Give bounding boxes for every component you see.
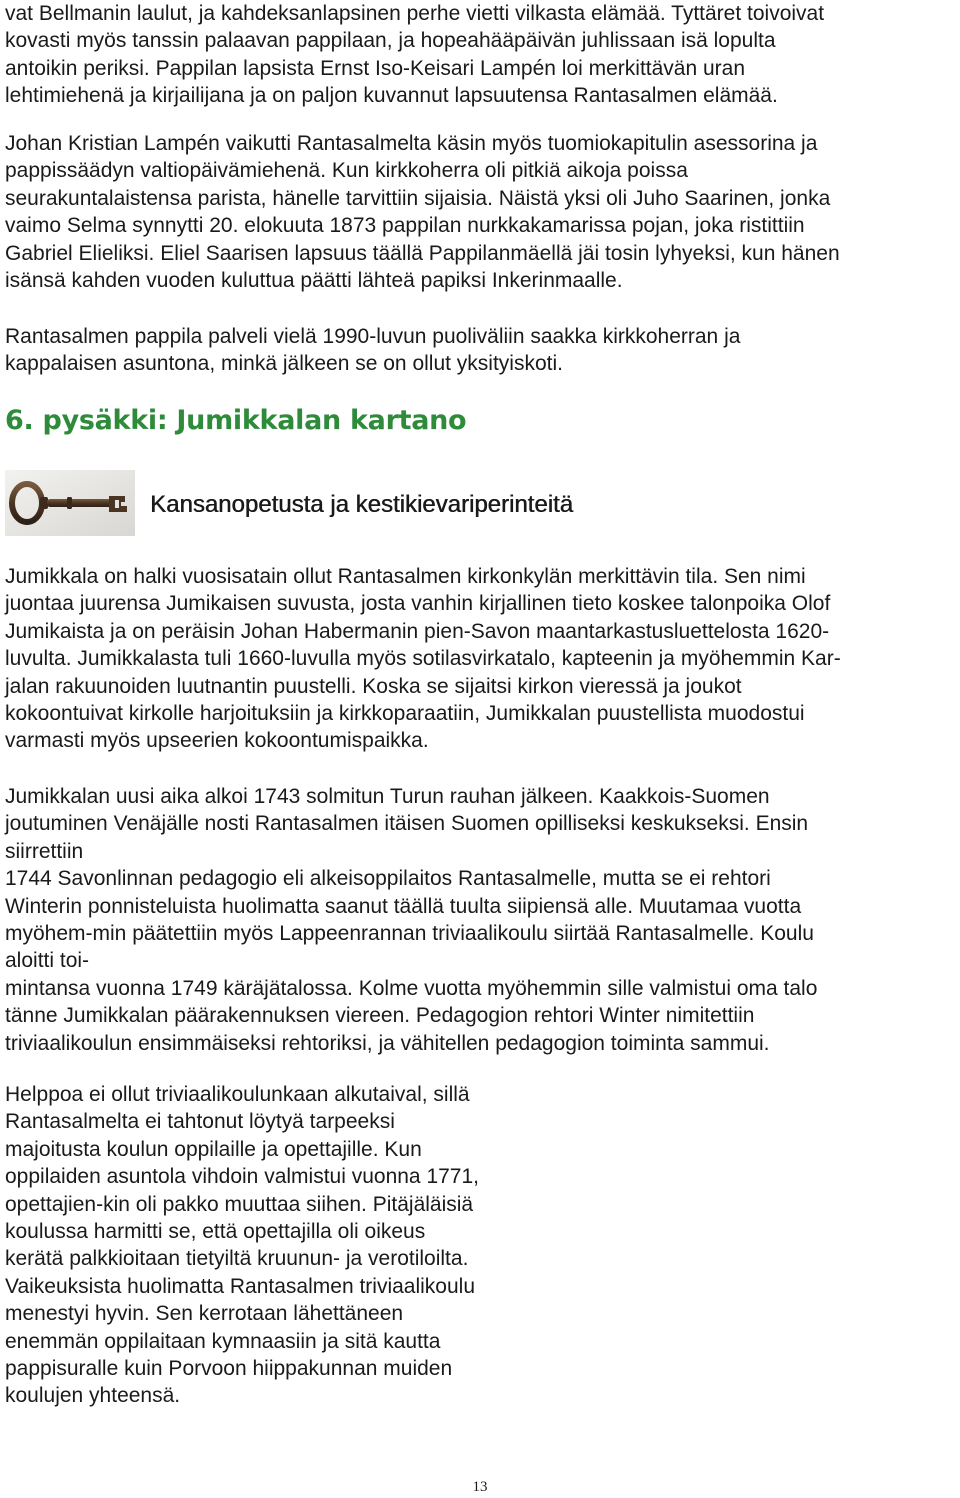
section-heading: 6. pysäkki: Jumikkalan kartano [5, 405, 467, 436]
paragraph-bellman: vat Bellmanin laulut, ja kahdeksanlapsinen perhe vietti vilkasta elämää. Tyttäret toivoivat kovasti myös tanssin palaavan pappilaan, ja hopeahääpäivän juhlissaan isä lopulta antoikin periksi. Pappilan lapsista Ernst Iso-Keisari Lampén loi merkittävän uran lehtimiehenä ja kirjailijana ja on paljon kuvannut lapsuutensa Rantasalmen elämää. [5, 2, 825, 108]
paragraph-jumikkala-schools: Jumikkalan uusi aika alkoi 1743 solmitun Turun rauhan jälkeen. Kaakkois-Suomen joutuminen Venäjälle nosti Rantasalmen itäisen Suomen opilliseksi keskukseksi. Ensin siirrettiin 1744 Savonlinnan pedagogio eli alkeisoppilaitos Rantasalmelle, mutta se ei rehtori Winterin ponnisteluista huolimatta saanut täällä tuulta siipiensä alle. Muutamaa vuotta myöhem-min päätettiin myös Lappeenrannan triviaalikoulu siirtää Rantasalmelle. Koulu aloitti toi- mintansa vuonna 1749 käräjätalossa. Kolme vuotta myöhemmin sille valmistui oma talo tänne Jumikkalan päärakennuksen viereen. Pedagogion rehtori Winter nimitettiin triviaalikoulun ensimmäiseksi rehtoriksi, ja vähitellen pedagogion toiminta sammui. [5, 785, 818, 1055]
paragraph-jumikkala-history: Jumikkala on halki vuosisatain ollut Rantasalmen kirkonkylän merkittävin tila. Sen nimi juontaa juurensa Jumikaisen suvusta, josta vanhin kirjallinen tieto koskee talonpoika Olof Jumikaista ja on peräisin Johan Habermanin pien-Savon maantarkastusluettelosta 1620- luvulta. Jumikkalasta tuli 1660-luvulla myös sotilasvirkatalo, kapteenin ja myöhemmin Kar- jalan rakuunoiden luutnantin puustelli. Koska se sijaitsi kirkon vieressä ja joukot kokoontuivat kirkolle harjoituksiin ja kirkkoparaatiin, Jumikkalan puustellista muodostui varmasti myös upseerien kokoontumispaikka. [5, 565, 841, 753]
paragraph-pappila: Rantasalmen pappila palveli vielä 1990-luvun puoliväliin saakka kirkkoherran ja kappalaisen asuntona, minkä jälkeen se on ollut yksityiskoti. [5, 325, 741, 376]
paragraph-trivial-school: Helppoa ei ollut triviaalikoulunkaan alkutaival, sillä Rantasalmelta ei tahtonut löytyä tarpeeksi majoitusta koulun oppilaille ja opettajille. Kun oppilaiden asuntola vihdoin valmistui vuonna 1771, opettajien-kin oli pakko muuttaa siihen. Pitäjäläisiä koulussa harmitti se, että opettajilla oli oikeus kerätä palkkioitaan tietyiltä kruunun- ja verotiloilta. Vaikeuksista huolimatta Rantasalmen triviaalikoulu menestyi hyvin. Sen kerrotaan lähettäneen enemmän oppilaitaan kymnaasiin ja sitä kautta pappisuralle kuin Porvoon hiippakunnan muiden koulujen yhteensä. [5, 1083, 479, 1408]
antique-key-photo [5, 470, 135, 536]
paragraph-lampen: Johan Kristian Lampén vaikutti Rantasalmelta käsin myös tuomiokapitulin asessorina ja pappissäädyn valtiopäivämiehenä. Kun kirkkoherra oli pitkiä aikoja poissa seurakuntalaistensa parista, hänelle tarvittiin sijaisia. Näistä yksi oli Juho Saarinen, jonka vaimo Selma synnytti 20. elokuuta 1873 pappilan nurkkakamarissa pojan, joka ristittiin Gabriel Elieliksi. Eliel Saarisen lapsuus täällä Pappilanmäellä jäi tosin lyhyeksi, kun hänen isänsä kahden vuoden kuluttua päätti lähteä papiksi Inkerinmaalle. [5, 132, 840, 293]
section-subheading: Kansanopetusta ja kestikievariperinteitä [150, 491, 573, 518]
key-icon [5, 470, 135, 536]
page-number: 13 [472, 1479, 488, 1495]
